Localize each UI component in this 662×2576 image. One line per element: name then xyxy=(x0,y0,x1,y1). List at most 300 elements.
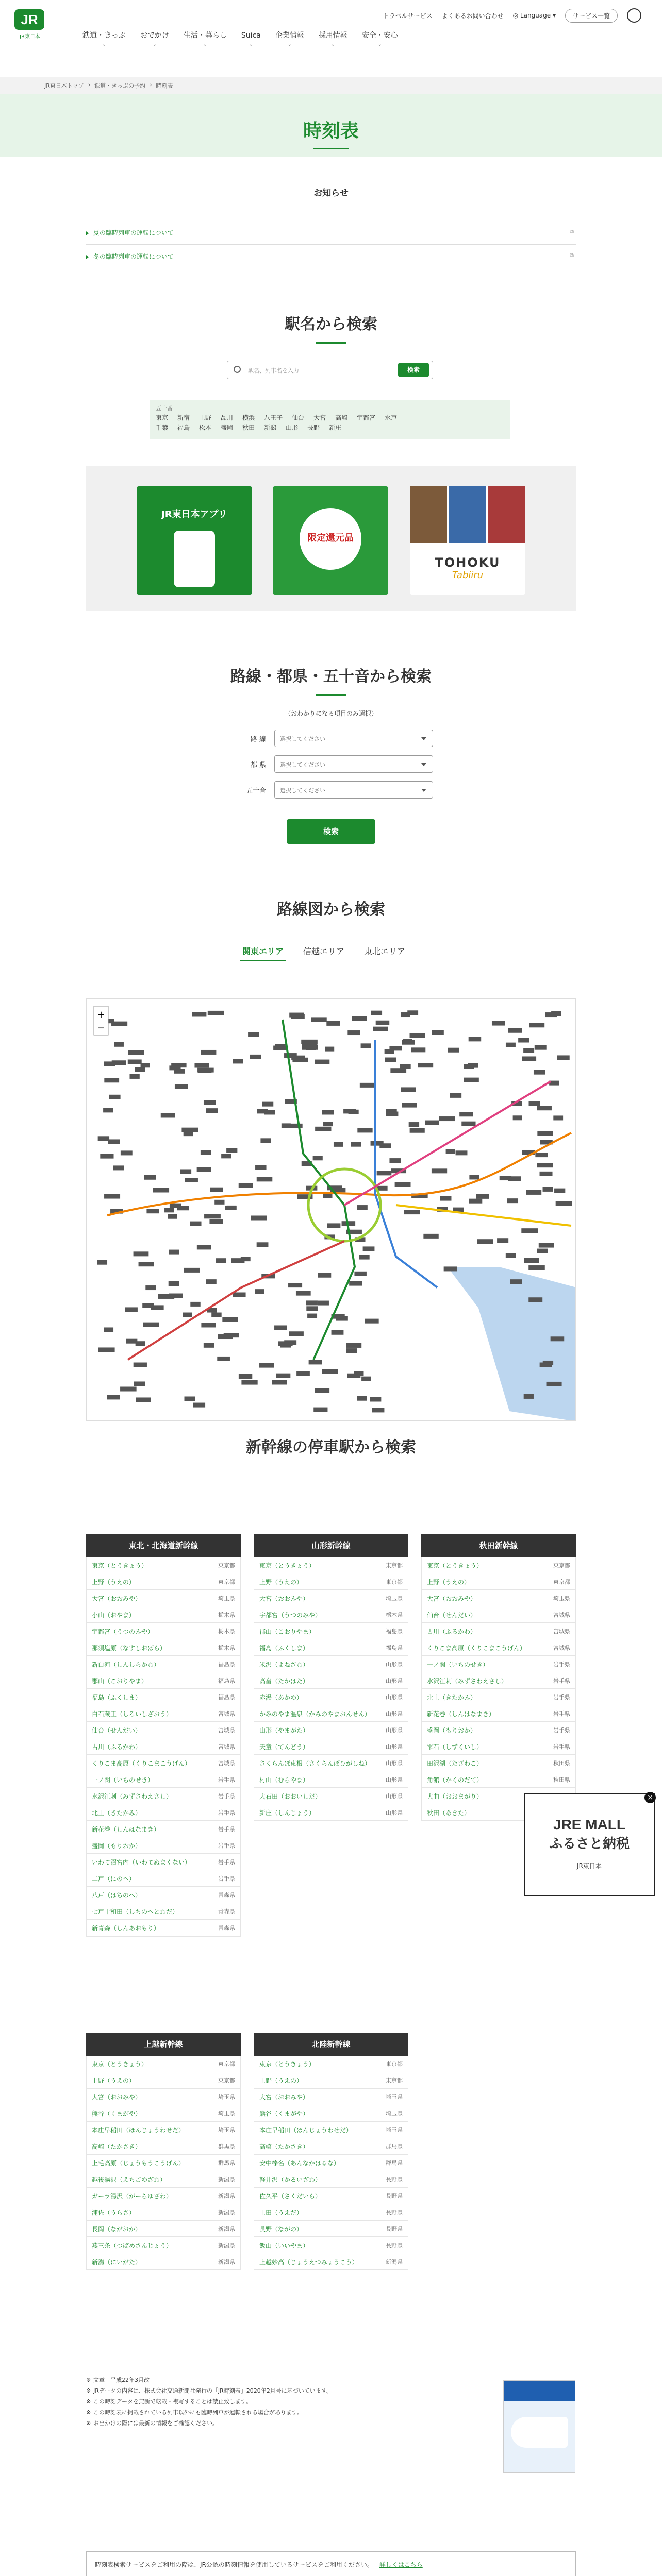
station-label-block[interactable] xyxy=(410,1128,425,1133)
station-label-block[interactable] xyxy=(446,1149,455,1154)
station-label-block[interactable] xyxy=(543,1187,553,1192)
station-label-block[interactable] xyxy=(464,1078,479,1082)
station-label-block[interactable] xyxy=(221,1154,231,1158)
station-label-block[interactable] xyxy=(139,1262,154,1266)
station-row[interactable] xyxy=(254,1573,408,1590)
station-label-block[interactable] xyxy=(357,1205,367,1210)
route-map[interactable] xyxy=(86,998,576,1421)
station-link[interactable]: 水戸 xyxy=(385,414,398,421)
station-label-block[interactable] xyxy=(371,1011,382,1015)
station-label-block[interactable] xyxy=(128,1059,142,1064)
station-label-block[interactable] xyxy=(423,1234,438,1239)
kana-select[interactable]: 選択してください xyxy=(274,781,433,799)
station-label-block[interactable] xyxy=(554,1189,565,1193)
station-label-block[interactable] xyxy=(346,1348,357,1353)
station-row[interactable] xyxy=(87,1672,240,1689)
station-label-block[interactable] xyxy=(233,1292,246,1297)
station-link[interactable]: 横浜 xyxy=(242,414,255,421)
station-label-block[interactable] xyxy=(98,1347,115,1352)
station-label-block[interactable] xyxy=(459,1112,473,1116)
station-label-block[interactable] xyxy=(322,1369,338,1374)
station-label-block[interactable] xyxy=(326,1021,340,1026)
station-label-block[interactable] xyxy=(376,1021,390,1025)
station-label-block[interactable] xyxy=(306,1300,317,1305)
station-label-block[interactable] xyxy=(204,1343,214,1348)
station-label-block[interactable] xyxy=(204,1214,221,1218)
station-label-block[interactable] xyxy=(282,1123,291,1128)
station-label-block[interactable] xyxy=(389,1158,401,1163)
station-row[interactable] xyxy=(254,2122,408,2138)
service-list-button[interactable]: サービス一覧 xyxy=(565,9,618,23)
station-label-block[interactable] xyxy=(444,1266,457,1271)
station-label-block[interactable] xyxy=(103,1108,113,1112)
station-label-block[interactable] xyxy=(315,1060,329,1064)
station-label-block[interactable] xyxy=(183,1313,192,1317)
station-label-block[interactable] xyxy=(217,1357,230,1361)
station-label-block[interactable] xyxy=(169,1065,180,1070)
station-label-block[interactable] xyxy=(129,1074,139,1079)
station-label-block[interactable] xyxy=(198,1068,211,1073)
station-label-block[interactable] xyxy=(169,1281,179,1286)
nav-item-rail[interactable] xyxy=(82,31,126,48)
station-row[interactable] xyxy=(254,1656,408,1672)
station-label-block[interactable] xyxy=(114,1042,124,1047)
station-row[interactable] xyxy=(422,1573,575,1590)
station-label-block[interactable] xyxy=(325,1047,334,1052)
station-label-block[interactable] xyxy=(361,1043,371,1048)
station-label-block[interactable] xyxy=(257,1177,273,1181)
station-label-block[interactable] xyxy=(403,1039,412,1044)
station-label-block[interactable] xyxy=(239,1374,252,1379)
station-row[interactable] xyxy=(254,1738,408,1755)
station-label-block[interactable] xyxy=(136,1397,151,1402)
station-label-block[interactable] xyxy=(357,1396,367,1401)
station-label-block[interactable] xyxy=(506,1043,516,1047)
station-label-block[interactable] xyxy=(169,1250,179,1255)
station-row[interactable] xyxy=(87,1804,240,1821)
station-row[interactable] xyxy=(254,1755,408,1771)
station-row[interactable] xyxy=(87,2072,240,2089)
station-label-block[interactable] xyxy=(134,1381,145,1386)
station-label-block[interactable] xyxy=(332,1330,344,1335)
station-row[interactable] xyxy=(422,1590,575,1606)
station-label-block[interactable] xyxy=(537,1106,552,1110)
station-row[interactable] xyxy=(87,1903,240,1920)
station-label-block[interactable] xyxy=(477,1239,493,1244)
station-row[interactable] xyxy=(254,1557,408,1573)
station-label-block[interactable] xyxy=(233,1059,243,1063)
station-label-block[interactable] xyxy=(301,1040,318,1044)
station-link[interactable]: 秋田 xyxy=(242,423,255,431)
station-label-block[interactable] xyxy=(349,1110,359,1114)
station-label-block[interactable] xyxy=(184,1268,200,1273)
station-label-block[interactable] xyxy=(529,1023,545,1027)
station-label-block[interactable] xyxy=(224,1333,239,1337)
station-label-block[interactable] xyxy=(373,1027,388,1031)
station-row[interactable] xyxy=(87,1557,240,1573)
station-label-block[interactable] xyxy=(146,1209,159,1213)
station-row[interactable] xyxy=(254,1689,408,1705)
station-label-block[interactable] xyxy=(528,1101,540,1106)
station-label-block[interactable] xyxy=(357,1128,372,1132)
station-label-block[interactable] xyxy=(537,1131,553,1136)
station-label-block[interactable] xyxy=(469,1199,482,1204)
station-label-block[interactable] xyxy=(469,1175,479,1179)
station-label-block[interactable] xyxy=(432,1030,444,1035)
line-search-button[interactable]: 検索 xyxy=(287,819,375,844)
station-label-block[interactable] xyxy=(522,1056,536,1061)
station-row[interactable] xyxy=(422,1606,575,1623)
station-label-block[interactable] xyxy=(395,1182,411,1187)
station-label-block[interactable] xyxy=(492,1021,505,1026)
station-label-block[interactable] xyxy=(190,1222,201,1226)
timetable-book-image[interactable] xyxy=(503,2380,575,2473)
station-row[interactable] xyxy=(254,2171,408,2188)
station-row[interactable] xyxy=(254,1639,408,1656)
station-label-block[interactable] xyxy=(354,1272,366,1276)
station-row[interactable] xyxy=(87,2204,240,2221)
station-label-block[interactable] xyxy=(260,1138,271,1143)
station-label-block[interactable] xyxy=(352,1016,367,1021)
station-label-block[interactable] xyxy=(264,1110,275,1114)
station-label-block[interactable] xyxy=(274,1325,287,1330)
tab-kanto[interactable]: 関東エリア xyxy=(240,942,286,961)
station-label-block[interactable] xyxy=(128,1050,144,1055)
furusato-ad[interactable]: × JRE MALL ふるさと納税 JR東日本 xyxy=(524,1793,655,1896)
prefecture-select[interactable]: 選択してください xyxy=(274,755,433,773)
station-label-block[interactable] xyxy=(407,1010,418,1015)
station-link[interactable]: 東京 xyxy=(156,414,169,421)
station-row[interactable] xyxy=(87,1573,240,1590)
station-label-block[interactable] xyxy=(111,1022,127,1026)
line-select[interactable]: 選択してください xyxy=(274,730,433,747)
station-label-block[interactable] xyxy=(257,1242,269,1247)
station-label-block[interactable] xyxy=(151,1305,164,1310)
station-label-block[interactable] xyxy=(250,1055,261,1059)
station-label-block[interactable] xyxy=(313,1408,327,1412)
station-row[interactable] xyxy=(422,1672,575,1689)
breadcrumb-home[interactable]: JR東日本トップ xyxy=(44,82,84,89)
station-label-block[interactable] xyxy=(289,1331,304,1336)
station-label-block[interactable] xyxy=(273,1046,286,1050)
station-label-block[interactable] xyxy=(97,1260,107,1265)
station-label-block[interactable] xyxy=(526,1190,541,1195)
station-label-block[interactable] xyxy=(216,1258,226,1263)
station-link[interactable]: 宇都宮 xyxy=(357,414,376,421)
station-label-block[interactable] xyxy=(363,1246,375,1251)
station-label-block[interactable] xyxy=(540,1363,552,1367)
station-link[interactable]: 高崎 xyxy=(335,414,348,421)
station-label-block[interactable] xyxy=(153,1188,169,1192)
station-label-block[interactable] xyxy=(315,1127,331,1131)
station-label-block[interactable] xyxy=(402,1103,417,1108)
station-label-block[interactable] xyxy=(400,1064,411,1069)
station-label-block[interactable] xyxy=(204,1100,216,1105)
station-search-button[interactable]: 検索 xyxy=(398,363,429,377)
station-label-block[interactable] xyxy=(524,1394,534,1399)
station-row[interactable] xyxy=(254,1590,408,1606)
station-label-block[interactable] xyxy=(346,1343,361,1348)
station-label-block[interactable] xyxy=(476,1194,489,1199)
station-label-block[interactable] xyxy=(104,1194,120,1199)
station-label-block[interactable] xyxy=(528,1297,542,1302)
station-row[interactable] xyxy=(87,2171,240,2188)
station-label-block[interactable] xyxy=(120,1387,137,1392)
station-label-block[interactable] xyxy=(461,1122,475,1126)
station-row[interactable] xyxy=(87,1623,240,1639)
station-label-block[interactable] xyxy=(537,1249,548,1253)
station-label-block[interactable] xyxy=(469,1037,482,1041)
station-label-block[interactable] xyxy=(197,1245,211,1249)
station-label-block[interactable] xyxy=(309,1360,322,1364)
station-label-block[interactable] xyxy=(180,1169,191,1174)
station-label-block[interactable] xyxy=(390,1068,406,1073)
station-link[interactable]: 松本 xyxy=(199,423,212,431)
station-row[interactable] xyxy=(87,1755,240,1771)
station-label-block[interactable] xyxy=(409,1122,419,1127)
station-label-block[interactable] xyxy=(371,1141,384,1146)
station-row[interactable] xyxy=(87,1854,240,1870)
station-label-block[interactable] xyxy=(134,1363,147,1367)
station-link[interactable]: 上野 xyxy=(199,414,212,421)
station-label-block[interactable] xyxy=(214,1200,224,1205)
station-row[interactable] xyxy=(422,1689,575,1705)
station-row[interactable] xyxy=(254,2188,408,2204)
station-label-block[interactable] xyxy=(535,1153,548,1157)
nav-item-company[interactable] xyxy=(275,31,304,48)
station-label-block[interactable] xyxy=(288,1283,302,1287)
station-row[interactable] xyxy=(87,1920,240,1936)
station-row[interactable] xyxy=(87,1788,240,1804)
station-label-block[interactable] xyxy=(354,1371,363,1376)
station-label-block[interactable] xyxy=(313,1156,323,1160)
station-label-block[interactable] xyxy=(113,1165,124,1170)
station-label-block[interactable] xyxy=(448,1048,459,1053)
station-search-input[interactable]: 駅名、列車名を入力 xyxy=(227,361,433,379)
util-link-faq[interactable]: よくあるお問い合わせ xyxy=(441,12,504,20)
station-label-block[interactable] xyxy=(208,1011,224,1015)
close-icon[interactable]: × xyxy=(644,1792,656,1803)
station-label-block[interactable] xyxy=(104,1078,119,1082)
station-label-block[interactable] xyxy=(194,1063,209,1068)
station-label-block[interactable] xyxy=(410,1033,425,1038)
station-label-block[interactable] xyxy=(104,1061,115,1066)
station-label-block[interactable] xyxy=(192,1012,207,1016)
station-label-block[interactable] xyxy=(206,1279,217,1284)
station-label-block[interactable] xyxy=(177,1206,189,1210)
station-row[interactable] xyxy=(87,1821,240,1837)
station-label-block[interactable] xyxy=(370,1397,381,1401)
station-label-block[interactable] xyxy=(401,1087,416,1092)
station-row[interactable] xyxy=(254,1623,408,1639)
station-row[interactable] xyxy=(87,1656,240,1672)
station-label-block[interactable] xyxy=(524,1258,539,1263)
station-label-block[interactable] xyxy=(239,1183,253,1188)
details-link[interactable]: 詳しくはこちら xyxy=(379,2561,423,2568)
station-label-block[interactable] xyxy=(311,1017,327,1022)
station-row[interactable] xyxy=(87,1705,240,1722)
station-label-block[interactable] xyxy=(518,1038,529,1043)
station-label-block[interactable] xyxy=(411,1047,425,1052)
station-label-block[interactable] xyxy=(272,1380,287,1384)
station-label-block[interactable] xyxy=(535,1045,547,1050)
station-label-block[interactable] xyxy=(206,1108,218,1113)
station-label-block[interactable] xyxy=(497,1238,508,1243)
station-label-block[interactable] xyxy=(262,1102,273,1107)
station-row[interactable] xyxy=(87,1639,240,1656)
station-label-block[interactable] xyxy=(322,1110,334,1114)
station-row[interactable] xyxy=(254,1722,408,1738)
station-row[interactable] xyxy=(422,1771,575,1788)
station-row[interactable] xyxy=(254,2138,408,2155)
station-row[interactable] xyxy=(422,1722,575,1738)
station-label-block[interactable] xyxy=(551,1336,565,1341)
station-label-block[interactable] xyxy=(185,1396,195,1401)
station-row[interactable] xyxy=(254,1804,408,1821)
banner-jre-app[interactable]: JR東日本アプリ xyxy=(137,486,252,595)
banner-limited-gift[interactable]: 限定還元品 xyxy=(273,486,388,595)
notice-item[interactable]: 夏の臨時列車の運転について ⧉ xyxy=(86,221,576,245)
station-row[interactable] xyxy=(87,1590,240,1606)
station-label-block[interactable] xyxy=(385,1058,396,1062)
station-link[interactable]: 長野 xyxy=(307,423,320,431)
station-label-block[interactable] xyxy=(521,1228,538,1233)
station-link[interactable]: 福島 xyxy=(177,423,190,431)
station-row[interactable] xyxy=(254,2105,408,2122)
station-row[interactable] xyxy=(87,1837,240,1854)
station-label-block[interactable] xyxy=(500,1176,511,1180)
tab-tohoku[interactable]: 東北エリア xyxy=(364,946,406,956)
station-row[interactable] xyxy=(422,1639,575,1656)
station-row[interactable] xyxy=(254,1672,408,1689)
station-label-block[interactable] xyxy=(450,1093,461,1098)
nav-item-odekake[interactable] xyxy=(140,31,169,48)
station-row[interactable] xyxy=(87,2089,240,2105)
station-row[interactable] xyxy=(254,2221,408,2237)
station-row[interactable] xyxy=(254,1771,408,1788)
station-row[interactable] xyxy=(254,2056,408,2072)
station-label-block[interactable] xyxy=(507,1198,518,1203)
station-row[interactable] xyxy=(422,1738,575,1755)
station-link[interactable]: 仙台 xyxy=(292,414,305,421)
station-label-block[interactable] xyxy=(513,1115,522,1120)
station-label-block[interactable] xyxy=(528,1265,545,1270)
station-label-block[interactable] xyxy=(323,1194,332,1198)
station-label-block[interactable] xyxy=(506,1253,516,1258)
language-selector[interactable]: ◎ Language ▾ xyxy=(512,12,556,19)
station-label-block[interactable] xyxy=(104,1327,113,1332)
station-label-block[interactable] xyxy=(347,1030,360,1035)
station-row[interactable] xyxy=(87,1738,240,1755)
station-label-block[interactable] xyxy=(468,1063,478,1068)
station-label-block[interactable] xyxy=(534,1070,545,1075)
zoom-control[interactable] xyxy=(94,1006,108,1035)
station-label-block[interactable] xyxy=(145,1285,156,1290)
station-row[interactable] xyxy=(87,2155,240,2171)
station-link[interactable]: 新宿 xyxy=(177,414,190,421)
station-label-block[interactable] xyxy=(248,1032,259,1037)
station-label-block[interactable] xyxy=(553,1115,563,1120)
station-label-block[interactable] xyxy=(175,1084,188,1089)
station-label-block[interactable] xyxy=(255,1165,266,1170)
nav-item-recruit[interactable] xyxy=(319,31,347,48)
station-label-block[interactable] xyxy=(109,1095,121,1099)
station-label-block[interactable] xyxy=(291,1014,305,1019)
station-row[interactable] xyxy=(422,1557,575,1573)
station-label-block[interactable] xyxy=(197,1167,211,1172)
station-label-block[interactable] xyxy=(327,1223,340,1228)
station-row[interactable] xyxy=(87,2138,240,2155)
station-row[interactable] xyxy=(87,1887,240,1903)
station-label-block[interactable] xyxy=(107,1395,120,1399)
station-link[interactable]: 新庄 xyxy=(329,423,342,431)
station-label-block[interactable] xyxy=(251,1215,267,1220)
station-label-block[interactable] xyxy=(336,1316,348,1321)
nav-item-life[interactable] xyxy=(184,31,227,48)
station-label-block[interactable] xyxy=(225,1206,237,1210)
station-label-block[interactable] xyxy=(360,1083,375,1088)
notice-item[interactable]: 冬の臨時列車の運転について ⧉ xyxy=(86,245,576,268)
station-link[interactable]: 大宮 xyxy=(313,414,326,421)
station-label-block[interactable] xyxy=(255,1289,264,1294)
station-row[interactable] xyxy=(87,2056,240,2072)
station-label-block[interactable] xyxy=(386,1112,398,1116)
station-label-block[interactable] xyxy=(181,1128,198,1132)
station-label-block[interactable] xyxy=(351,1142,361,1147)
station-label-block[interactable] xyxy=(141,1063,150,1067)
station-row[interactable] xyxy=(254,2204,408,2221)
nav-item-safety[interactable] xyxy=(362,31,398,48)
station-link[interactable]: 盛岡 xyxy=(221,423,234,431)
jr-logo[interactable] xyxy=(14,9,45,45)
station-label-block[interactable] xyxy=(211,1313,221,1317)
nav-item-suica[interactable] xyxy=(241,31,261,48)
station-label-block[interactable] xyxy=(537,1163,553,1167)
banner-tohoku[interactable]: TOHOKU Tabiiru xyxy=(410,486,525,595)
station-label-block[interactable] xyxy=(323,1122,333,1126)
station-label-block[interactable] xyxy=(547,1382,562,1386)
util-link-travel[interactable]: トラベルサービス xyxy=(383,12,433,20)
station-label-block[interactable] xyxy=(418,1063,433,1067)
station-label-block[interactable] xyxy=(361,1377,371,1381)
station-label-block[interactable] xyxy=(539,1243,554,1248)
station-row[interactable] xyxy=(87,1722,240,1738)
station-label-block[interactable] xyxy=(241,1380,257,1385)
station-row[interactable] xyxy=(254,1606,408,1623)
station-label-block[interactable] xyxy=(135,1067,145,1072)
station-link[interactable]: 新潟 xyxy=(264,423,277,431)
tab-shinetsu[interactable]: 信越エリア xyxy=(303,946,345,956)
station-label-block[interactable] xyxy=(143,1323,159,1327)
station-label-block[interactable] xyxy=(302,1044,317,1048)
station-label-block[interactable] xyxy=(425,1121,439,1125)
station-label-block[interactable] xyxy=(439,1116,455,1121)
station-label-block[interactable] xyxy=(231,1258,245,1263)
station-label-block[interactable] xyxy=(404,1210,420,1214)
station-row[interactable] xyxy=(87,2221,240,2237)
breadcrumb-rail[interactable]: 鉄道・きっぷの予約 xyxy=(94,82,145,89)
station-row[interactable] xyxy=(422,1623,575,1639)
station-row[interactable] xyxy=(422,1705,575,1722)
station-label-block[interactable] xyxy=(201,1050,216,1055)
station-label-block[interactable] xyxy=(377,1171,392,1175)
station-link[interactable]: 品川 xyxy=(221,414,234,421)
station-row[interactable] xyxy=(87,1771,240,1788)
station-row[interactable] xyxy=(254,2089,408,2105)
station-label-block[interactable] xyxy=(318,1301,329,1306)
station-label-block[interactable] xyxy=(318,1273,331,1278)
station-label-block[interactable] xyxy=(276,1374,291,1378)
